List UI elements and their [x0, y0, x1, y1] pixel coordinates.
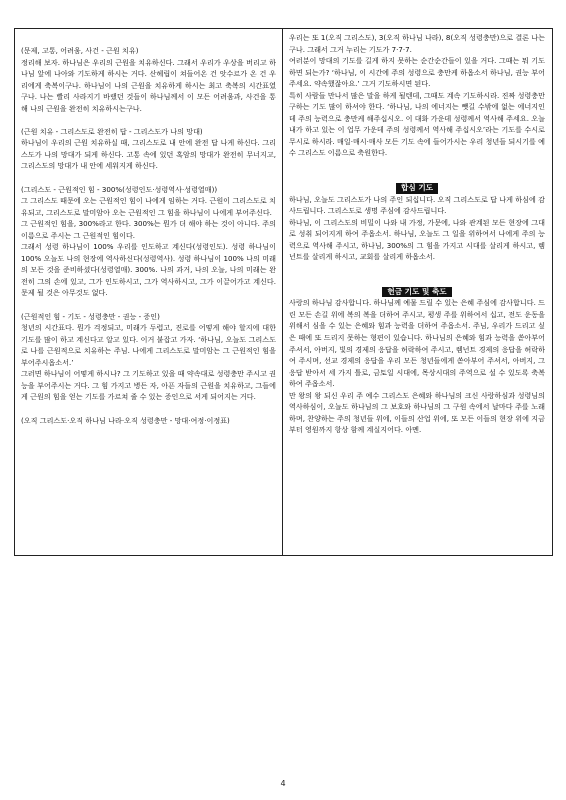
paragraph: 하나님, 오늘도 그리스도가 나의 주인 되십니다. 오직 그리스도로 답 나게 하심에 감사드립니다. 그리스도로 생명 주심에 감사드립니다.	[289, 194, 545, 216]
prayer-heading-offering	[289, 286, 545, 298]
paragraph: 정리해 보자. 하나님은 우리의 근원을 치유하신다. 그래서 우리가 우상을 버리고 하나님 앞에 나아와 기도하게 하시는 거다. 산헤립이 쳐들어온 건 앗수르가 온 건 우리에게 축복이구나. 하나님이 나의 근원을 치유하게 하시는 최고 축복의 시간표였구나. 나는 빨리 사라지기 바랬던 것들이 하나님께서 이 모든 어려움과, 사건을 통해 나의 근원을 완전히 치유하시는구나.	[21, 57, 276, 113]
section-heading: (그리스도 - 근원적인 힘 - 300%(성령인도·성령역사·성령열매))	[21, 184, 218, 194]
paragraph: 하나님이 우리의 근원 치유하실 때, 그리스도로 내 안에 완전 답 나게 하신다. 그리스도가 나의 망대가 되게 하신다. 고통 속에 있던 혹암의 망대가 완전히 무너지고, 그리스도의 망대가 내 안에 세워지게 하신다.	[21, 138, 276, 171]
paragraph: 우리는 또 1(오직 그리스도), 3(오직 하나님 나라), 8(오직 성령충만)으로 결론 나는구나. 그래서 그거 누리는 기도가 7·7·7.	[289, 33, 545, 54]
paragraph: 사랑의 하나님 감사합니다. 하나님께 예물 드릴 수 있는 은혜 주심에 감사합니다. 드린 모든 손길 위에 복의 복을 더하여 주시고, 평생 주를 위하여서 십고, 전도 운동을 위해서 심을 수 있는 은혜와 힘과 능력을 더하여 주옵소서. 주님, 우리가 드리고 싶은 때에 또 드리지 못하는 형편이 있습니다. 하나님의 은혜와 힘과 능력을 쏟아부어 주셔서, 아버지, 빛의 경제의 응답을 허락하여 주시고, 렘넌트 경제의 응답을 허락하여 주시며, 선교 경제의 응답을 우리 모든 청년들에게 쏟아부어 주셔서, 아버지, 그 응답 받아서 세 가지 틀로, 금토일 시대에, 목상시대의 주역으로 설 수 있도록 축복하여 주옵소서.	[289, 298, 545, 389]
closing-line: (오직 그리스도·오직 하나님 나라·오직 성령충만 - 망대·여정·이정표)	[21, 415, 230, 425]
paragraph: 특히 사람들 만나서 많은 말을 하게 될텐데, 그때도 계속 기도하시라. 진짜 성령충만 구하는 기도 많이 하셔야 한다. ‘하나님, 나의 에너지는 뺏길 수밖에 없는 에너지인데 주의 능력으로 충만케 해주십시오. 이 대화 가운데 성령께서 역사해 주세요. 오늘 내가 하고 있는 이 업무 가운데 주의 성령께서 역사해 주십시오’라는 기도를 수시로 무시로 하시라. 매일·매시·매사 모든 기도 속에 들어가시는 우리 청년들 되시기를 예수 그리스도 이름으로 축원한다.	[289, 90, 545, 158]
left-column	[15, 29, 283, 555]
paragraph: 그 근원적인 힘을, 300%라고 한다. 300%는 뭔가 더 해야 하는 것이 아니다. 주의 이름으로 주시는 그 근원적인 힘이다.	[21, 219, 276, 240]
paragraph: 그러면 하나님이 어떻게 하시나? 그 기도하고 있을 때 약속대로 성령충만 주시고 권능을 부어주시는 거다. 그 힘 가지고 병든 자, 아픈 자들의 근원을 치유하고, 그들에게 근원의 힘을 얻는 기도를 가르쳐 줄 수 있는 증인으로 서게 되어지는 거다.	[21, 369, 276, 402]
section-heading: (근원적인 힘 - 기도 - 성령충만 - 권능 - 증인)	[21, 311, 160, 321]
two-column-content-box	[14, 28, 553, 556]
paragraph: 그 그리스도 때문에 오는 근원적인 힘이 나에게 임하는 거다. 근원이 그리스도로 치유되고, 그리스도로 말미암아 오는 근원적인 그 힘을 하나님이 나에게 부어주신다.	[21, 196, 276, 217]
paragraph: 청년의 시간표다. 뭔가 걱정되고, 미래가 두렵고, 진로를 어떻게 해야 할지에 대한 기도를 많이 하고 계신다고 알고 있다. 이거 붙잡고 가자. ‘하나님, 오늘도 그리스도로 나를 근원적으로 치유하는 주님. 나에게 그리스도로 말미암는 그 근원적인 힘을 부어주시옵소서.’	[21, 323, 276, 367]
prayer-heading-label: 합심 기도	[396, 183, 438, 194]
section-heading: (근원 치유 - 그리스도로 완전히 답 - 그리스도가 나의 망대)	[21, 126, 203, 136]
page-number: 4	[280, 779, 286, 788]
paragraph: 하나님, 이 그리스도의 비밀이 나와 내 가정, 가문에, 나와 관계된 모든 현장에 그대로 성취 되어지게 하여 주옵소서. 하나님, 오늘도 그 일을 위하여서 나에게 주의 능력으로 역사해 주시고, 하나님, 300%의 그 힘을 가지고 시대를 살리게 하시고, 렘넌트를 살리게 하시고, 교회를 살리게 하옵소서.	[289, 217, 545, 262]
paragraph: 그래서 성령 하나님이 100% 우리를 인도하고 계신다(성령인도). 성령 하나님이 100% 오늘도 나의 현장에 역사하신다(성령역사). 성령 하나님이 100% 나의 미래의 모든 것을 준비하셨다(성령열매). 300%. 나의 과거, 나의 오늘, 나의 미래는 완전히 그의 손에 있고, 그가 인도하시고, 그가 역사하시고, 그가 이끌어가고 계신다. 문제 될 것은 아무것도 없다.	[21, 242, 276, 298]
paragraph: 여러분이 망대의 기도를 길게 하지 못하는 순간순간들이 있을 거다. 그때는 뭐 기도하면 되는가? ‘하나님, 이 시간에 주의 성령으로 충만케 하옵소서 하나님, 권능 부어주세요. 약속했잖아요.’ 그거 기도하시면 된다.	[289, 56, 545, 89]
prayer-heading-label: 헌금 기도 및 축도	[382, 287, 451, 298]
prayer-heading-unity	[289, 182, 545, 194]
right-column	[283, 29, 551, 555]
section-heading: (문제, 고통, 어려움, 사건 - 근원 치유)	[21, 46, 139, 55]
paragraph: 만 왕의 왕 되신 우리 주 예수 그리스도 은혜와 하나님의 크신 사랑하심과 성령님의 역사하심이, 오늘도 하나님의 그 보호와 하나님의 그 구원 속에서 날마다 주를 노래하며, 찬양하는 주의 청년들 위에, 이들의 산업 위에, 또 모든 이들의 현장 위에 지금부터 영원까지 항상 함께 계실지어다. 아멘.	[289, 390, 545, 435]
